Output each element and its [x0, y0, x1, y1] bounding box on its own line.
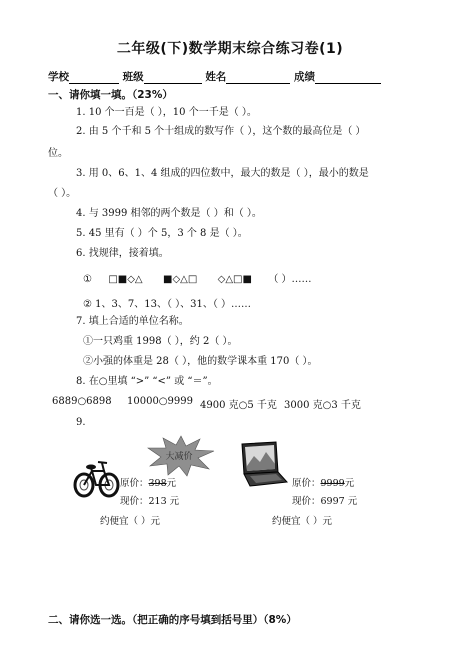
page-title: 二年级(下)数学期末综合练习卷(1)	[116, 41, 344, 57]
class-blank	[144, 73, 202, 84]
question-2-cont: 位。	[48, 148, 68, 159]
name-label: 姓名	[205, 71, 227, 83]
compare-item-1: 6889○6898	[52, 396, 112, 407]
bike-orig-price	[120, 475, 176, 489]
class-label: 班级	[122, 71, 144, 83]
bike-orig-label: 原价：	[120, 478, 149, 489]
question-3: 3. 用 0、6、1、4 组成的四位数中，最大的数是（ ），最小的数是	[76, 168, 369, 179]
question-9: 9.	[76, 417, 86, 428]
bike-orig-value: 398	[148, 478, 167, 489]
score-label: 成绩	[293, 71, 315, 83]
bike-now-label: 现价：	[120, 496, 149, 507]
sequence-row: ② 1、3、7、13、（ ）、31、（ ）……	[83, 299, 252, 310]
laptop-orig-label: 原价：	[292, 478, 321, 489]
pattern-group-1: □■◇△	[108, 274, 143, 285]
school-label: 学校	[48, 71, 69, 83]
section2-title: 二、请你选一选。（把正确的序号填到括号里）（8%）	[48, 614, 297, 626]
school-blank	[69, 73, 119, 84]
question-7-2: ②小强的体重是 28（ ），他的数学课本重 170（ ）。	[83, 356, 318, 367]
question-2: 2. 由 5 个千和 5 个十组成的数写作（ ），这个数的最高位是（ ）	[76, 126, 366, 137]
laptop-orig-value: 9999	[320, 478, 345, 489]
question-8: 8. 在○里填 “>” “<” 或 “＝”。	[76, 376, 218, 387]
laptop-icon	[236, 440, 288, 490]
bicycle-icon	[72, 455, 120, 499]
question-1: 1. 10 个一百是（ ），10 个一千是（ ）。	[76, 107, 257, 118]
laptop-now-value: 6997 元	[320, 496, 358, 507]
bike-cheaper-blank: 约便宜（ ）元	[100, 516, 161, 527]
section1-title: 一、请你填一填。（23%）	[48, 89, 173, 101]
question-7: 7. 填上合适的单位名称。	[76, 316, 189, 327]
pattern-row	[83, 270, 312, 285]
laptop-orig-unit: 元	[344, 478, 355, 489]
bike-now-value: 213 元	[148, 496, 180, 507]
laptop-now-label: 现价：	[292, 496, 321, 507]
compare-item-3: 4900 克○5 千克	[200, 400, 277, 411]
laptop-now-price	[292, 493, 357, 507]
question-3-cont: （ ）。	[48, 188, 77, 199]
sale-star-text: 大减价	[165, 452, 193, 462]
laptop-orig-price	[292, 475, 354, 489]
student-info-row	[48, 69, 381, 84]
pattern-number: ①	[83, 274, 92, 285]
compare-item-4: 3000 克○3 千克	[284, 400, 361, 411]
compare-item-2: 10000○9999	[127, 396, 193, 407]
question-5: 5. 45 里有（ ）个 5，3 个 8 是（ ）。	[76, 228, 248, 239]
pattern-group-3: ◇△□■	[217, 274, 252, 285]
sale-star-icon	[146, 435, 216, 477]
pattern-answer-blank: （ ）……	[268, 274, 312, 285]
question-7-1: ①一只鸡重 1998（ ），约 2（ ）。	[83, 336, 238, 347]
name-blank	[226, 73, 290, 84]
question-4: 4. 与 3999 相邻的两个数是（ ）和（ ）。	[76, 208, 262, 219]
laptop-cheaper-blank: 约便宜（ ）元	[272, 516, 333, 527]
bike-orig-unit: 元	[166, 478, 177, 489]
score-blank	[315, 73, 381, 84]
bike-now-price	[120, 493, 179, 507]
question-6: 6. 找规律，接着填。	[76, 248, 169, 259]
pattern-group-2: ■◇△□	[163, 274, 198, 285]
